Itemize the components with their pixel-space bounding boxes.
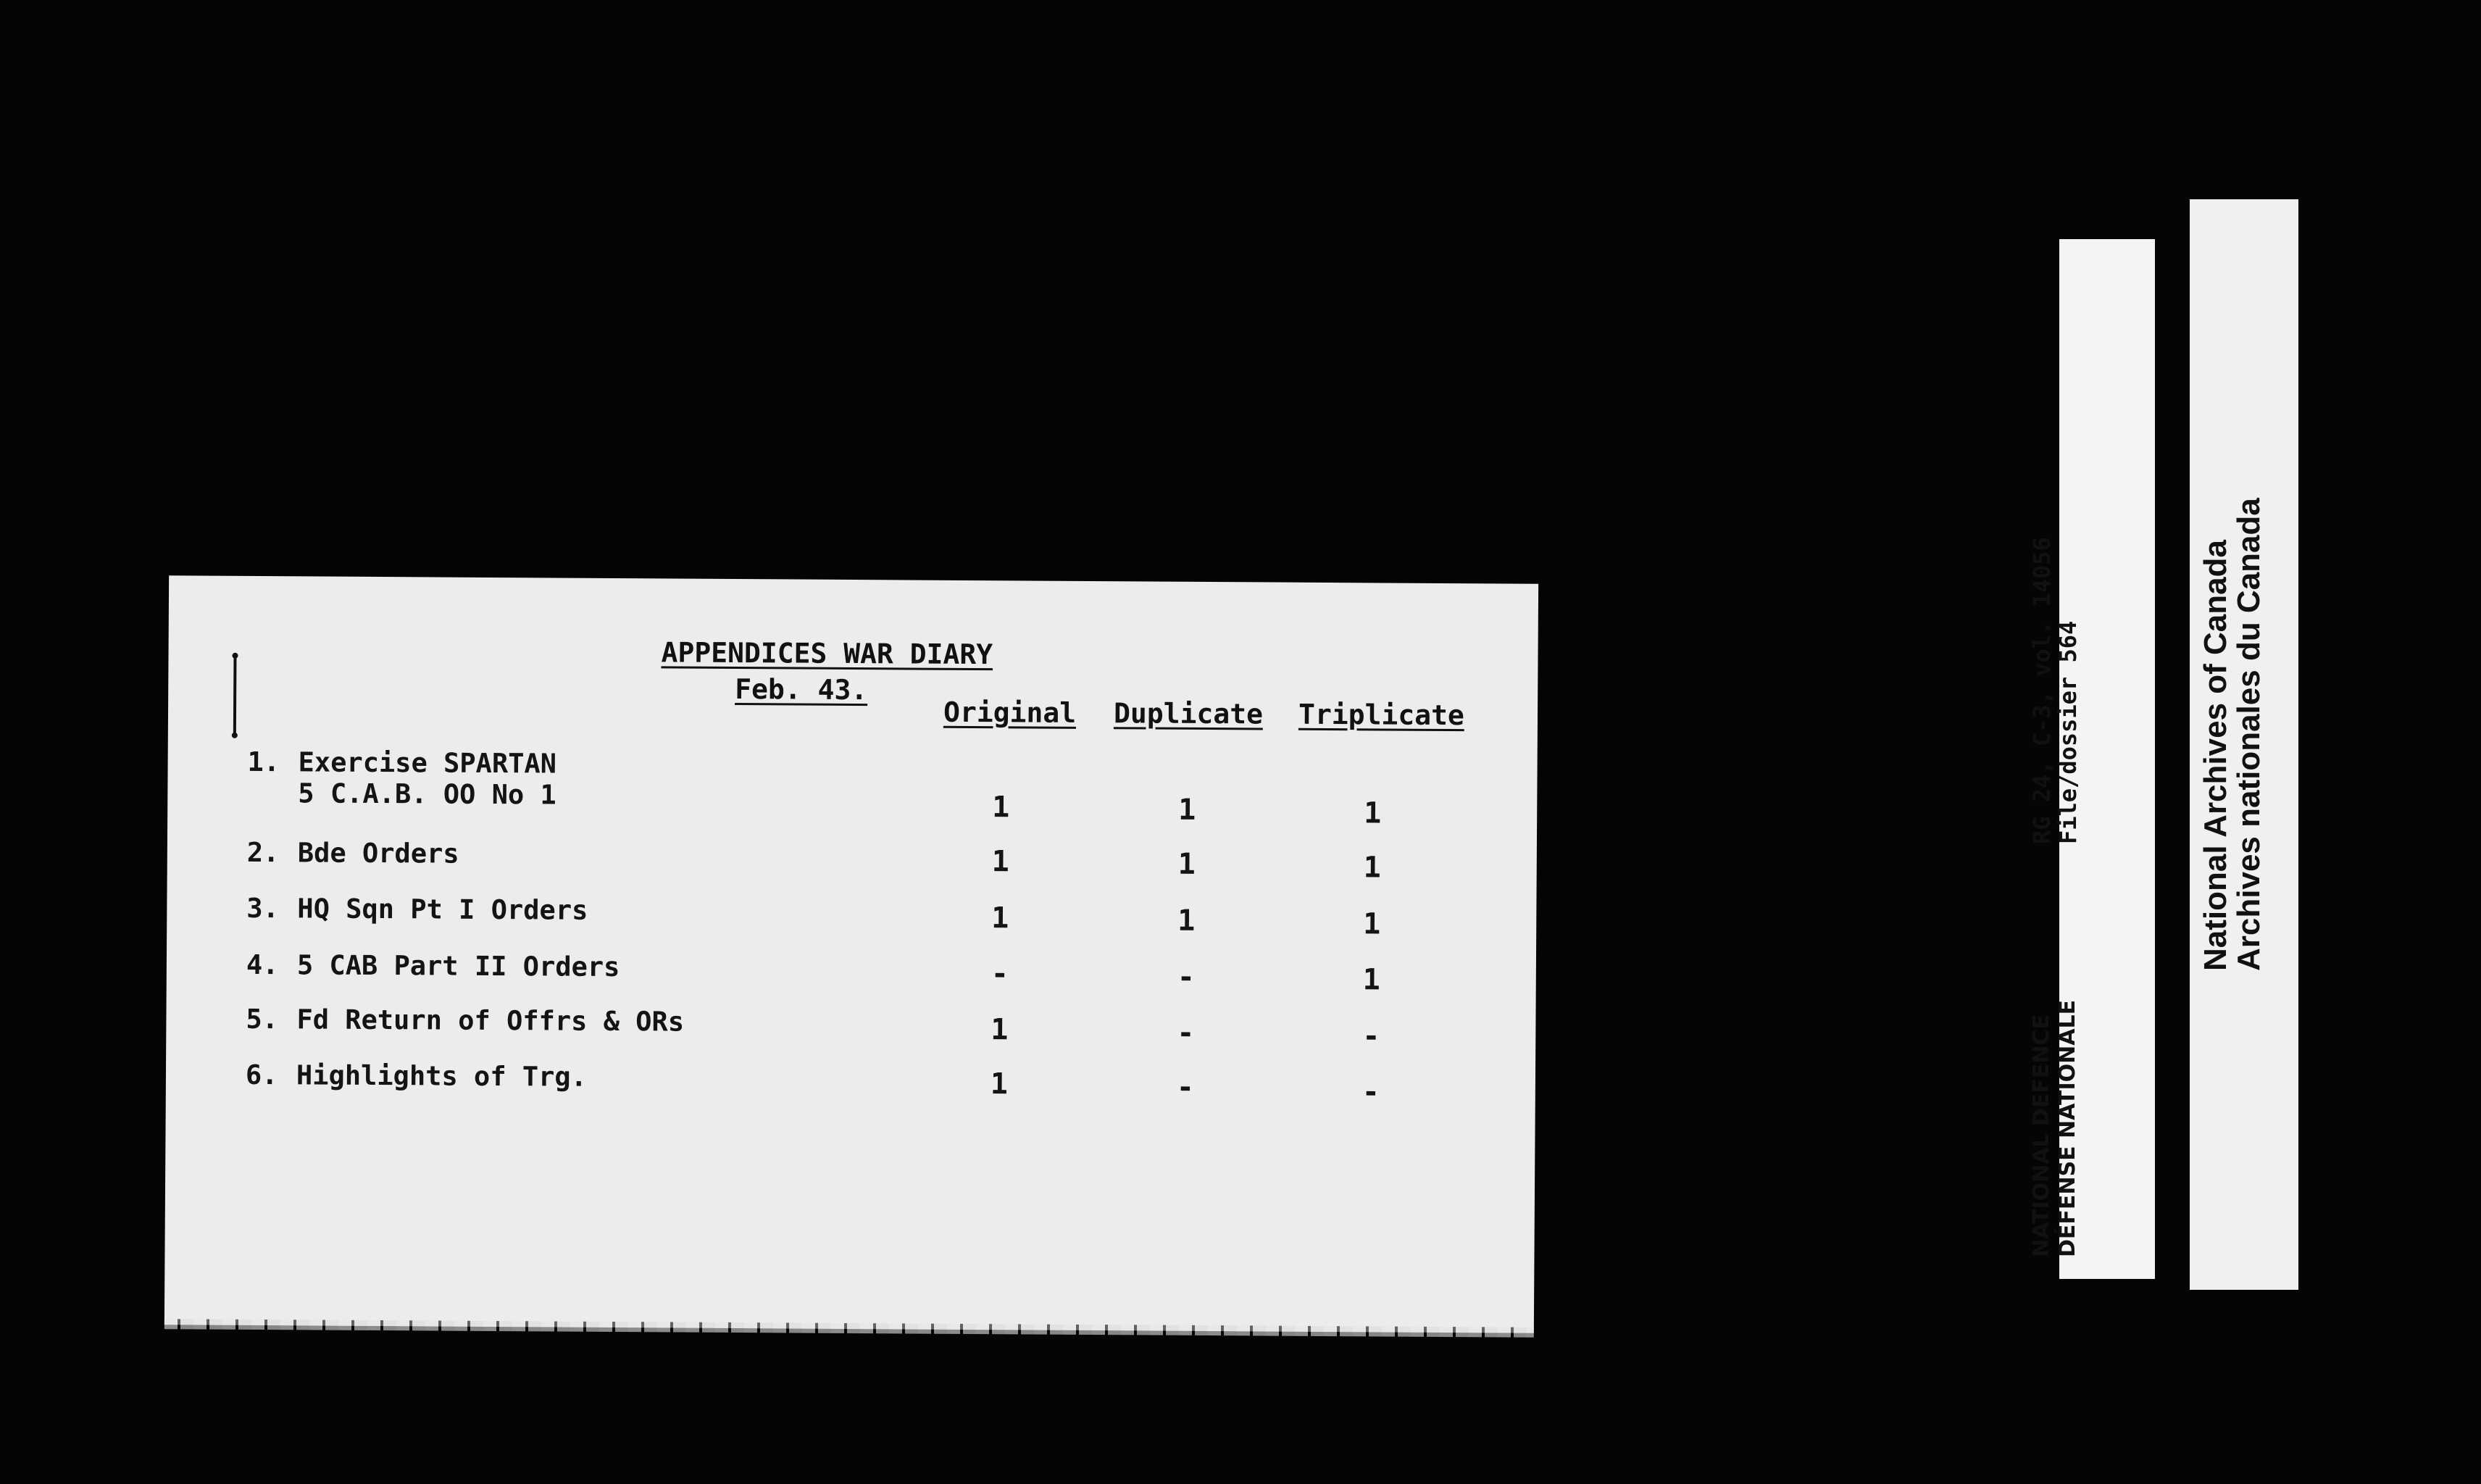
row-6-duplicate: - <box>1176 1070 1195 1104</box>
row-number: 1. <box>247 746 280 778</box>
row-5-duplicate: - <box>1177 1016 1195 1050</box>
appendix-row-3-label <box>246 893 588 926</box>
row-label: Highlights of Trg. <box>296 1059 588 1093</box>
archive-line-2: Archives nationales du Canada <box>2231 498 2267 971</box>
row-label: Fd Return of Offrs & ORs <box>296 1004 685 1038</box>
appendix-row-2-label <box>247 837 459 870</box>
row-3-triplicate: 1 <box>1363 907 1381 941</box>
appendix-row-4-label <box>246 949 620 983</box>
column-header-duplicate: Duplicate <box>1113 697 1264 730</box>
row-3-original: 1 <box>991 901 1009 935</box>
row-4-duplicate: - <box>1177 960 1196 994</box>
row-4-triplicate: 1 <box>1362 963 1380 997</box>
row-1-triplicate: 1 <box>1364 796 1382 830</box>
row-1-original: 1 <box>992 791 1010 825</box>
row-5-triplicate: - <box>1362 1020 1380 1054</box>
department-line-2: DÉFENSE NATIONALE <box>2055 999 2080 1257</box>
row-number: 5. <box>246 1003 279 1035</box>
document-subtitle: Feb. 43. <box>735 673 868 706</box>
column-header-original: Original <box>943 696 1077 729</box>
appendix-rows <box>164 575 1538 1333</box>
row-6-original: 1 <box>990 1067 1009 1101</box>
reference-text <box>2029 438 2081 844</box>
row-4-original: - <box>991 957 1009 991</box>
archive-text <box>2199 449 2266 971</box>
row-label: 5 CAB Part II Orders <box>296 949 620 983</box>
row-2-original: 1 <box>991 845 1009 879</box>
archive-line-1: National Archives of Canada <box>2198 540 2233 971</box>
appendix-row-1-label <box>247 746 556 811</box>
row-1-duplicate: 1 <box>1178 793 1196 827</box>
row-number: 3. <box>246 892 280 925</box>
department-text <box>2029 967 2081 1257</box>
reference-line-2: File/dossier 564 <box>2054 620 2082 844</box>
row-2-duplicate: 1 <box>1177 847 1196 881</box>
row-label-continuation: 5 C.A.B. OO No 1 <box>298 778 556 811</box>
row-3-duplicate: 1 <box>1177 904 1196 938</box>
row-label: HQ Sqn Pt I Orders <box>297 893 588 926</box>
row-number: 6. <box>245 1059 278 1091</box>
department-line-1: NATIONAL DEFENCE <box>2029 1014 2054 1257</box>
document-title: APPENDICES WAR DIARY <box>661 636 993 671</box>
appendix-row-5-label <box>246 1004 684 1038</box>
row-number: 2. <box>246 836 280 869</box>
reference-line-1: RG 24, C-3, vol. 14056 <box>2028 537 2056 844</box>
row-label: Exercise SPARTAN <box>298 746 557 780</box>
column-header-triplicate: Triplicate <box>1298 698 1464 732</box>
row-number: 4. <box>246 949 279 981</box>
row-label: Bde Orders <box>297 837 459 870</box>
row-6-triplicate: - <box>1362 1075 1380 1109</box>
appendix-row-6-label <box>246 1059 587 1093</box>
row-5-original: 1 <box>991 1013 1009 1047</box>
document-card <box>164 575 1538 1333</box>
row-2-triplicate: 1 <box>1363 851 1381 885</box>
reference-label-strip <box>2028 239 2155 1279</box>
archive-label-strip <box>2190 199 2298 1290</box>
